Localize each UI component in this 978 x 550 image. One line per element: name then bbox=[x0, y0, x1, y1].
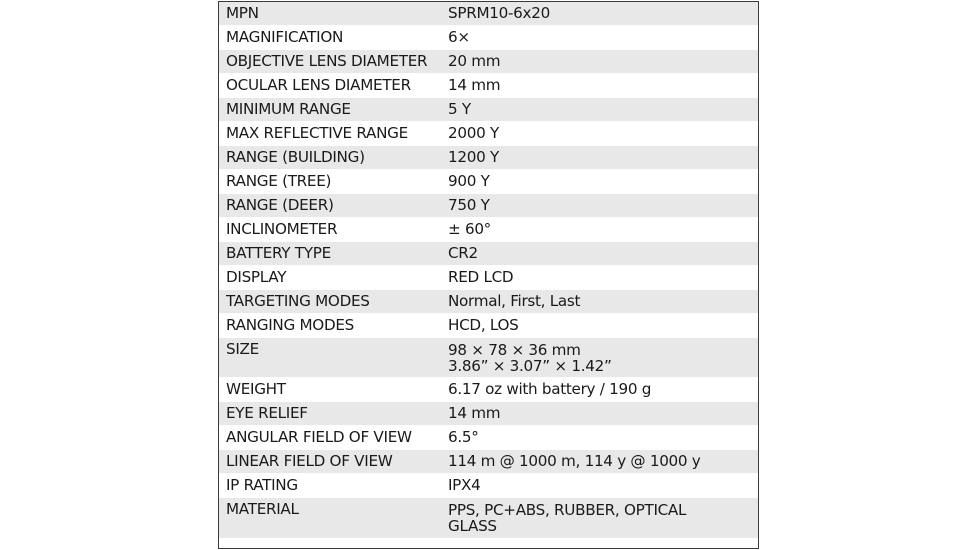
spec-label: WEIGHT bbox=[226, 380, 286, 398]
spec-row-objective-lens-diameter bbox=[219, 50, 758, 74]
spec-value: ± 60° bbox=[448, 220, 491, 238]
spec-value-line: PPS, PC+ABS, RUBBER, OPTICAL bbox=[448, 501, 687, 519]
spec-value bbox=[448, 338, 758, 377]
spec-label: RANGE (BUILDING) bbox=[226, 148, 365, 166]
spec-value: 2000 Y bbox=[448, 124, 499, 142]
spec-label: DISPLAY bbox=[226, 268, 287, 286]
spec-value: 6× bbox=[448, 28, 470, 46]
spec-value-line: 98 × 78 × 36 mm bbox=[448, 341, 581, 359]
spec-value: CR2 bbox=[448, 244, 478, 262]
spec-label: IP RATING bbox=[226, 476, 298, 494]
spec-label: BATTERY TYPE bbox=[226, 244, 331, 262]
spec-value: 750 Y bbox=[448, 196, 490, 214]
spec-label: INCLINOMETER bbox=[226, 220, 338, 238]
spec-value: 20 mm bbox=[448, 52, 501, 70]
spec-label: MPN bbox=[226, 4, 259, 22]
spec-row-material bbox=[219, 498, 758, 538]
spec-row-battery-type bbox=[219, 242, 758, 266]
spec-value: IPX4 bbox=[448, 476, 481, 494]
spec-value: 6.17 oz with battery / 190 g bbox=[448, 380, 652, 398]
spec-row-ranging-modes bbox=[219, 314, 758, 338]
spec-value: 14 mm bbox=[448, 404, 501, 422]
spec-label: TARGETING MODES bbox=[226, 292, 370, 310]
spec-value: Normal, First, Last bbox=[448, 292, 581, 310]
spec-label: OCULAR LENS DIAMETER bbox=[226, 76, 411, 94]
spec-value: 6.5° bbox=[448, 428, 479, 446]
spec-row-weight bbox=[219, 378, 758, 402]
spec-label: OBJECTIVE LENS DIAMETER bbox=[226, 52, 428, 70]
spec-value bbox=[448, 498, 758, 538]
spec-value: HCD, LOS bbox=[448, 316, 519, 334]
spec-label: MATERIAL bbox=[226, 500, 299, 518]
spec-table bbox=[218, 1, 759, 549]
spec-label: MINIMUM RANGE bbox=[226, 100, 351, 118]
spec-value: 14 mm bbox=[448, 76, 501, 94]
spec-row-magnification bbox=[219, 26, 758, 50]
spec-row-mpn bbox=[219, 2, 758, 26]
spec-label: SIZE bbox=[226, 340, 259, 358]
spec-row-max-reflective-range bbox=[219, 122, 758, 146]
spec-value: 5 Y bbox=[448, 100, 471, 118]
spec-row-targeting-modes bbox=[219, 290, 758, 314]
spec-value-line: 3.86” × 3.07” × 1.42” bbox=[448, 357, 612, 375]
spec-row-size bbox=[219, 338, 758, 378]
spec-label: RANGE (DEER) bbox=[226, 196, 334, 214]
spec-label: EYE RELIEF bbox=[226, 404, 308, 422]
spec-value: SPRM10-6x20 bbox=[448, 4, 550, 22]
spec-row-ocular-lens-diameter bbox=[219, 74, 758, 98]
spec-value: RED LCD bbox=[448, 268, 514, 286]
spec-row-angular-field-of-view bbox=[219, 426, 758, 450]
spec-row-inclinometer bbox=[219, 218, 758, 242]
spec-row-range-building bbox=[219, 146, 758, 170]
spec-row-minimum-range bbox=[219, 98, 758, 122]
spec-label: LINEAR FIELD OF VIEW bbox=[226, 452, 393, 470]
spec-row-eye-relief bbox=[219, 402, 758, 426]
spec-row-range-tree bbox=[219, 170, 758, 194]
spec-row-range-deer bbox=[219, 194, 758, 218]
spec-label: RANGING MODES bbox=[226, 316, 354, 334]
spec-label: MAX REFLECTIVE RANGE bbox=[226, 124, 408, 142]
spec-row-linear-field-of-view bbox=[219, 450, 758, 474]
spec-value: 114 m @ 1000 m, 114 y @ 1000 y bbox=[448, 452, 701, 470]
spec-value: 900 Y bbox=[448, 172, 490, 190]
spec-row-display bbox=[219, 266, 758, 290]
spec-value-line: GLASS bbox=[448, 517, 497, 535]
spec-row-ip-rating bbox=[219, 474, 758, 498]
spec-label: MAGNIFICATION bbox=[226, 28, 344, 46]
spec-label: RANGE (TREE) bbox=[226, 172, 332, 190]
spec-value: 1200 Y bbox=[448, 148, 499, 166]
spec-label: ANGULAR FIELD OF VIEW bbox=[226, 428, 412, 446]
